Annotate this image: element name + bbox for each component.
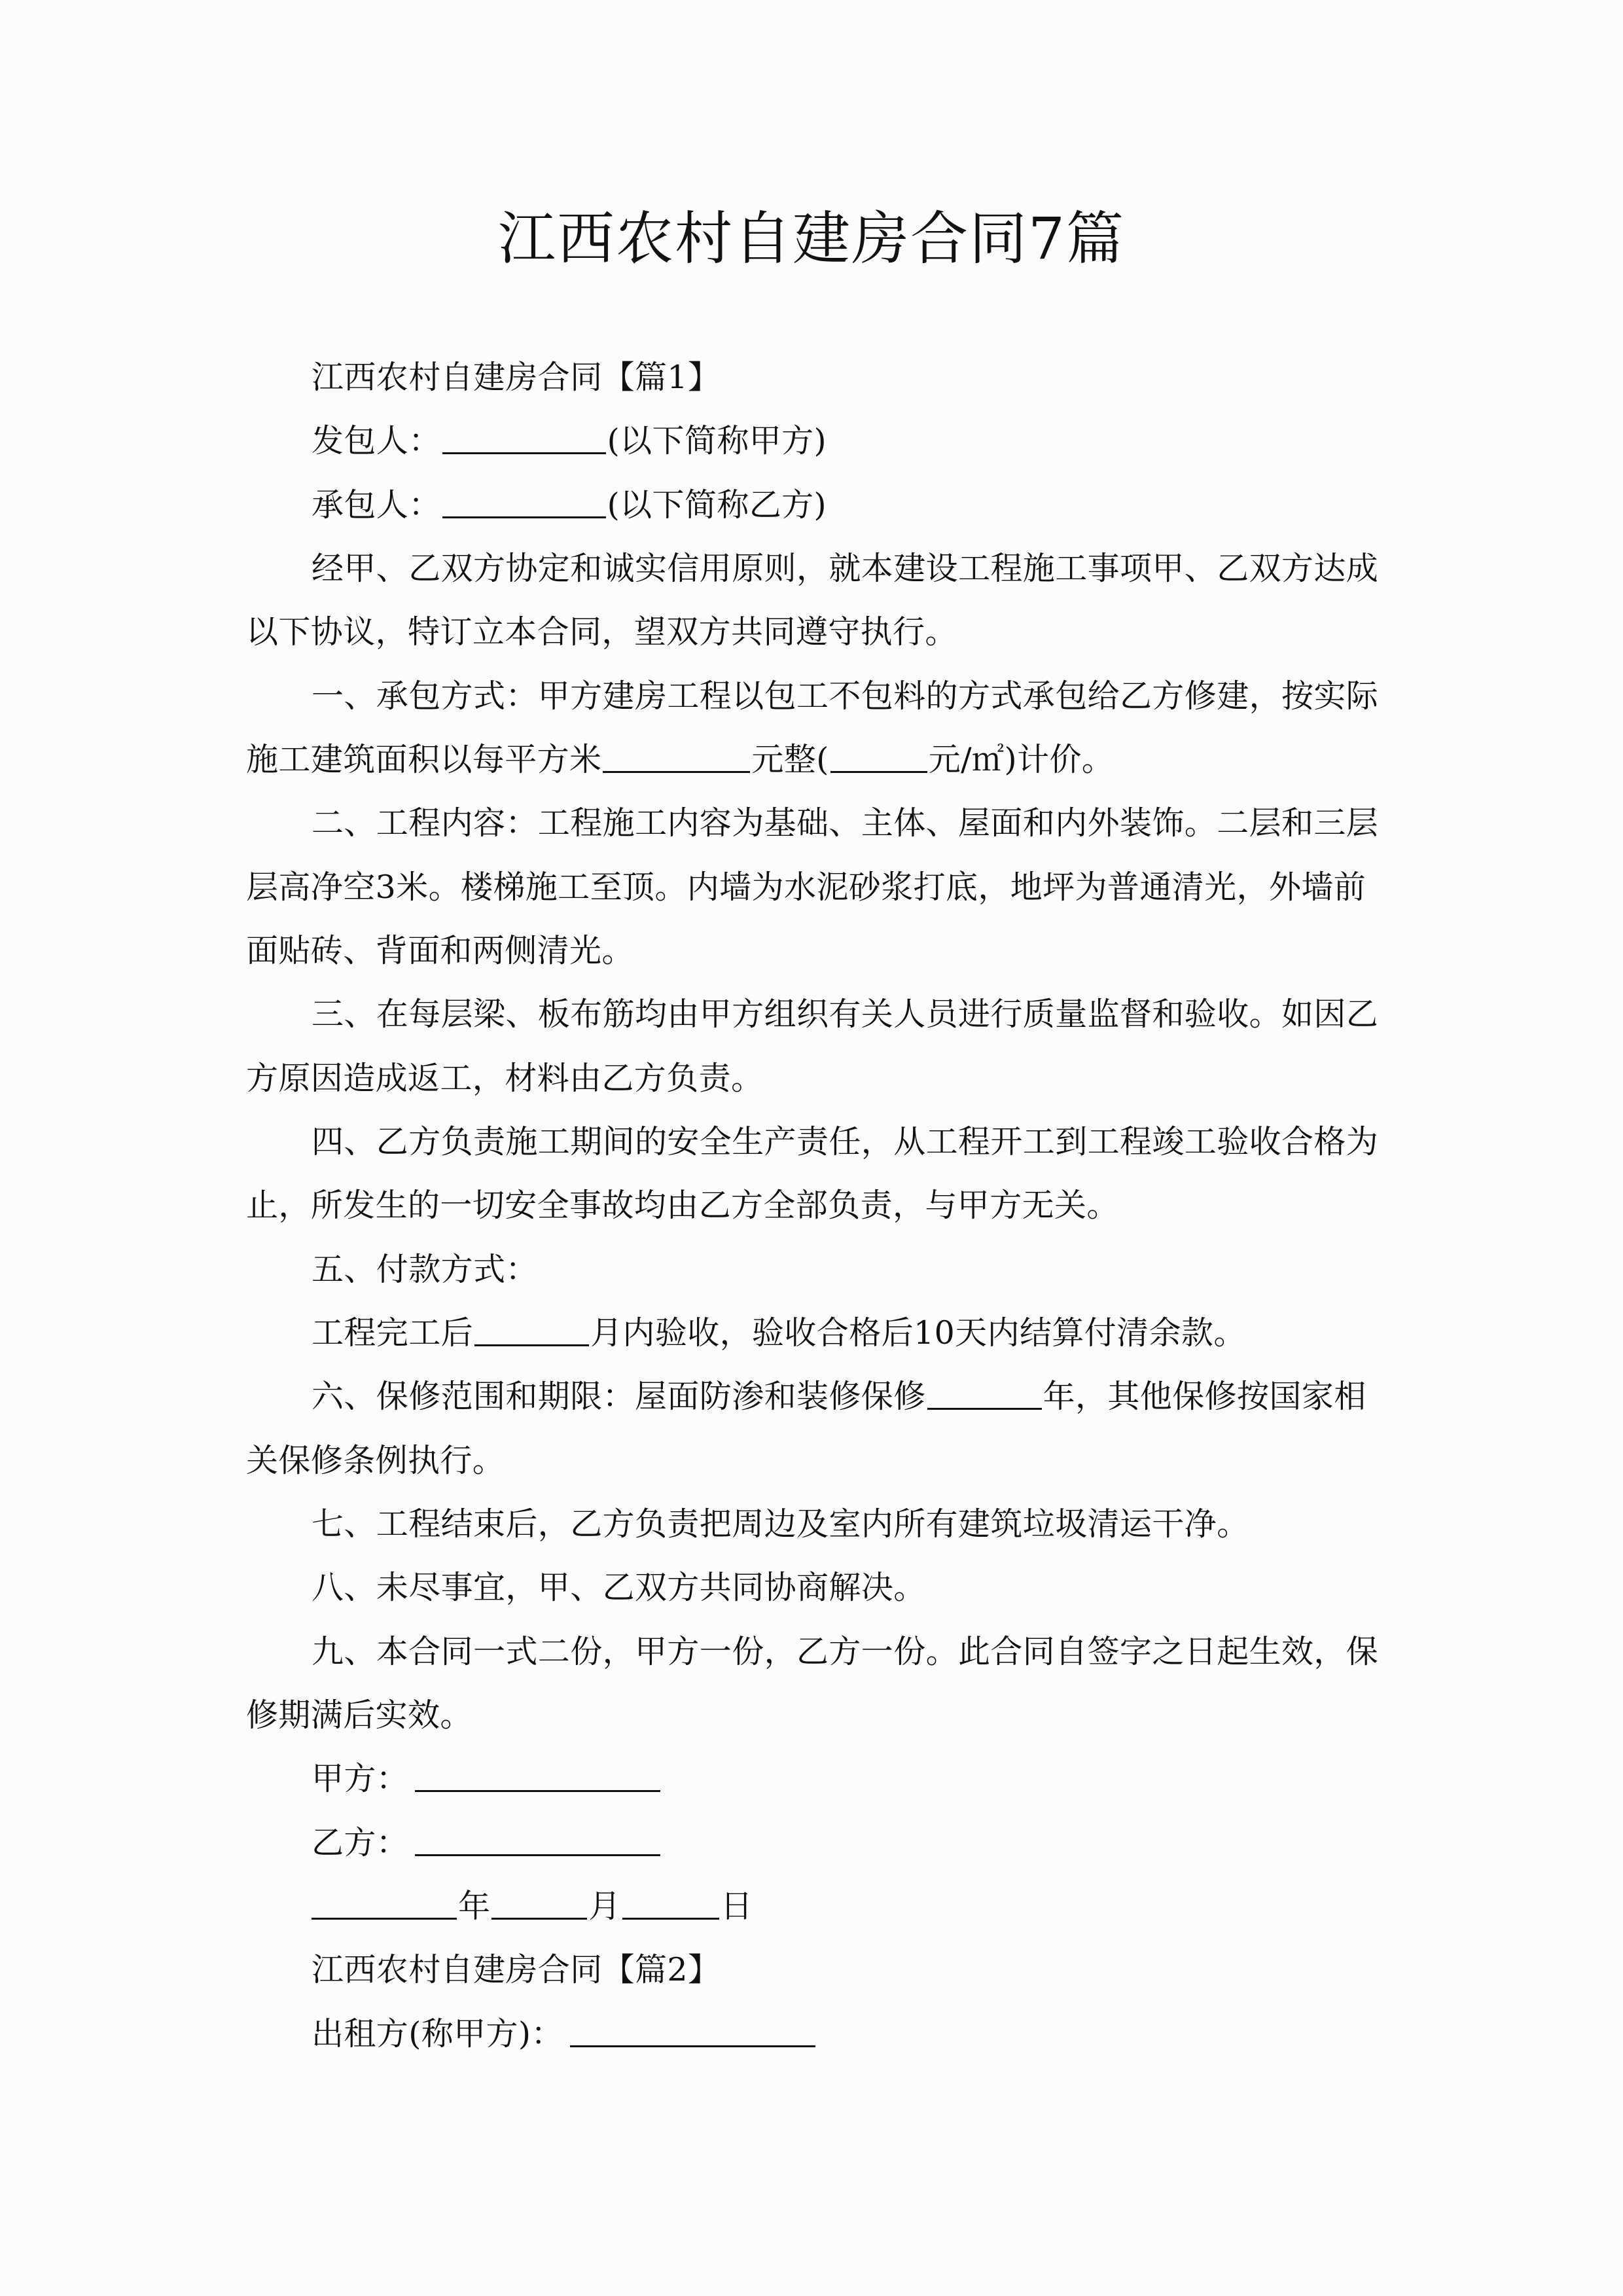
clause-1-line bbox=[246, 728, 1114, 791]
party-b-signature-blank[interactable] bbox=[415, 1815, 660, 1856]
date-day-blank[interactable] bbox=[622, 1878, 719, 1920]
clause-7-line: 七、工程结束后，乙方负责把周边及室内所有建筑垃圾清运干净。 bbox=[312, 1505, 1249, 1543]
date-month-blank[interactable] bbox=[491, 1878, 587, 1920]
clause-4-line: 四、乙方负责施工期间的安全生产责任，从工程开工到工程竣工验收合格为 bbox=[312, 1123, 1379, 1160]
clause-6-line: 关保修条例执行。 bbox=[246, 1442, 505, 1479]
clause-3-line: 三、在每层梁、板布筋均由甲方组织有关人员进行质量监督和验收。如因乙 bbox=[312, 996, 1379, 1033]
contractor-blank[interactable] bbox=[442, 477, 606, 518]
clause-1-text: 元/㎡)计价。 bbox=[928, 741, 1115, 778]
clause-4-line: 止，所发生的一切安全事故均由乙方全部负责，与甲方无关。 bbox=[246, 1187, 1119, 1224]
employer-blank[interactable] bbox=[442, 413, 606, 454]
price-unit-blank[interactable] bbox=[830, 732, 927, 773]
clause-5-line bbox=[312, 1301, 1246, 1365]
date-year-blank[interactable] bbox=[312, 1878, 457, 1920]
clause-6-text: 年，其他保修按国家相 bbox=[1043, 1378, 1366, 1415]
clause-5-heading: 五、付款方式： bbox=[312, 1251, 538, 1288]
party-a-signature-line bbox=[312, 1747, 662, 1810]
clause-5-text: 月内验收，验收合格后10天内结算付清余款。 bbox=[590, 1314, 1246, 1352]
date-day-label: 日 bbox=[720, 1888, 753, 1925]
lessor-line bbox=[312, 2002, 817, 2066]
intro-paragraph-line: 以下协议，特订立本合同，望双方共同遵守执行。 bbox=[246, 613, 957, 651]
employer-label: 发包人： bbox=[312, 422, 441, 459]
party-b-signature-line bbox=[312, 1811, 662, 1874]
clause-1-text: 元整( bbox=[751, 741, 829, 778]
clause-1-line: 一、承包方式：甲方建房工程以包工不包料的方式承包给乙方修建，按实际 bbox=[312, 677, 1379, 715]
contractor-label: 承包人： bbox=[312, 486, 441, 524]
warranty-years-blank[interactable] bbox=[927, 1369, 1042, 1410]
lessor-blank[interactable] bbox=[570, 2006, 815, 2047]
party-a-signature-blank[interactable] bbox=[415, 1751, 660, 1792]
party-b-label: 乙方： bbox=[312, 1824, 409, 1861]
intro-paragraph-line: 经甲、乙双方协定和诚实信用原则，就本建设工程施工事项甲、乙双方达成 bbox=[312, 550, 1379, 587]
employer-line bbox=[312, 409, 827, 473]
document-title: 江西农村自建房合同7篇 bbox=[498, 205, 1125, 272]
clause-9-line: 修期满后实效。 bbox=[246, 1696, 473, 1734]
date-line bbox=[312, 1874, 753, 1938]
section-heading-1: 江西农村自建房合同【篇1】 bbox=[312, 359, 721, 396]
clause-2-line: 层高净空3米。楼梯施工至顶。内墙为水泥砂浆打底，地坪为普通清光，外墙前 bbox=[246, 869, 1366, 906]
clause-2-line: 二、工程内容：工程施工内容为基础、主体、屋面和内外装饰。二层和三层 bbox=[312, 804, 1379, 842]
contractor-line bbox=[312, 473, 827, 537]
clause-1-text: 施工建筑面积以每平方米 bbox=[246, 741, 602, 778]
date-year-label: 年 bbox=[458, 1888, 491, 1925]
clause-8-line: 八、未尽事宜，甲、乙双方共同协商解决。 bbox=[312, 1569, 926, 1606]
date-month-label: 月 bbox=[588, 1888, 621, 1925]
employer-suffix: (以下简称甲方) bbox=[607, 422, 827, 459]
clause-3-line: 方原因造成返工，材料由乙方负责。 bbox=[246, 1060, 764, 1097]
clause-2-line: 面贴砖、背面和两侧清光。 bbox=[246, 932, 634, 969]
section-heading-2: 江西农村自建房合同【篇2】 bbox=[312, 1951, 721, 1988]
clause-6-line bbox=[312, 1365, 1366, 1428]
price-per-sqm-blank[interactable] bbox=[603, 732, 750, 773]
acceptance-months-blank[interactable] bbox=[474, 1305, 589, 1346]
clause-9-line: 九、本合同一式二份，甲方一份，乙方一份。此合同自签字之日起生效，保 bbox=[312, 1633, 1379, 1670]
contractor-suffix: (以下简称乙方) bbox=[607, 486, 827, 524]
clause-6-text: 六、保修范围和期限：屋面防渗和装修保修 bbox=[312, 1378, 926, 1415]
lessor-label: 出租方(称甲方)： bbox=[312, 2015, 563, 2053]
party-a-label: 甲方： bbox=[312, 1760, 409, 1797]
clause-5-text: 工程完工后 bbox=[312, 1314, 474, 1352]
